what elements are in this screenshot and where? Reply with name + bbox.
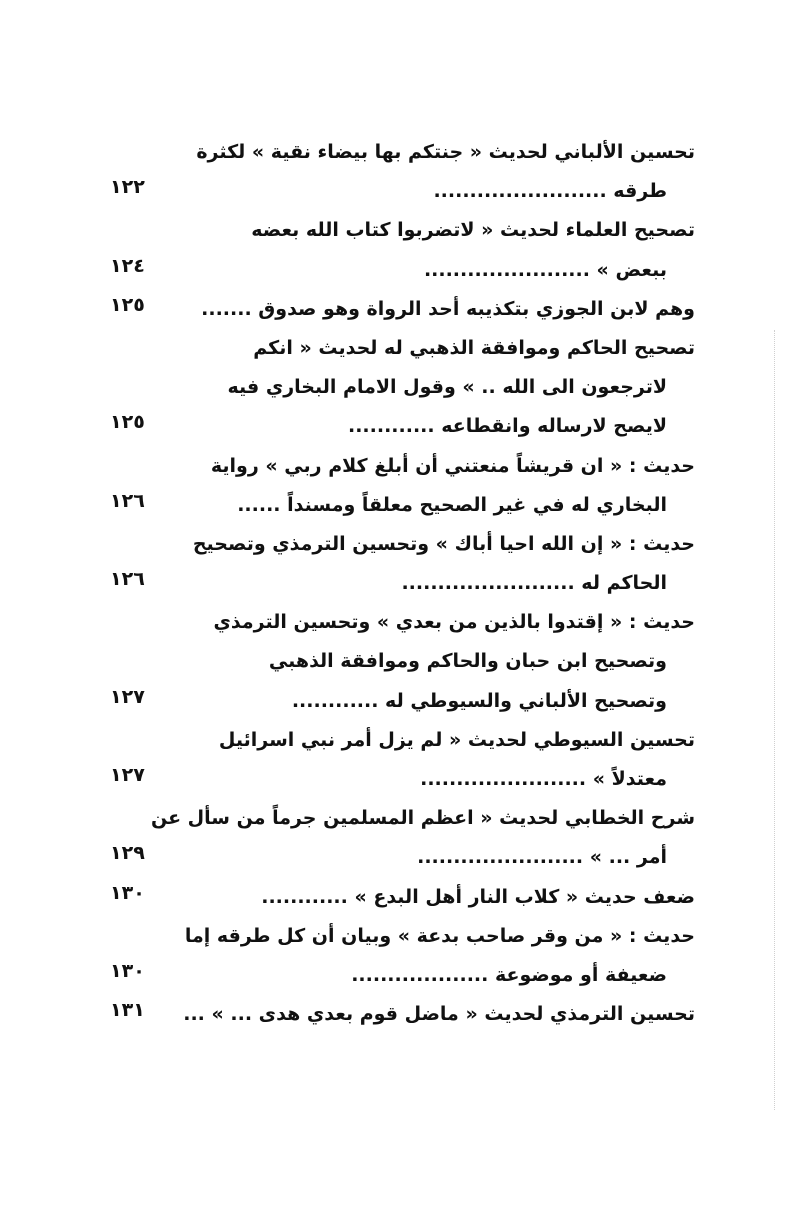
toc-line	[110, 485, 695, 524]
toc-page-number: ١٢٤	[110, 254, 145, 277]
toc-entry-text: وتصحيح ابن حبان والحاكم وموافقة الذهبي	[268, 650, 667, 673]
toc-entry-text: البخاري له في غير الصحيح معلقاً ومسنداً ......	[237, 493, 667, 516]
toc-line	[110, 720, 695, 759]
toc-entry-text: تحسين السيوطي لحديث « لم يزل أمر نبي اسرائيل	[218, 728, 695, 751]
toc-line	[110, 602, 695, 641]
toc-entry-text: معتدلاً » .......................	[420, 768, 667, 790]
toc-line	[110, 994, 695, 1033]
toc-line	[110, 524, 695, 563]
toc-page-number: ١٢٥	[110, 411, 145, 434]
toc-line	[110, 681, 695, 720]
toc-entry-text: ضعيفة أو موضوعة ...................	[351, 963, 667, 986]
toc-page-number: ١٢٧	[110, 685, 145, 708]
toc-line	[110, 916, 695, 955]
toc-line	[110, 406, 695, 445]
toc-page-number: ١٢٥	[110, 293, 145, 316]
toc-entry-text: حديث : « ان قريشاً منعتني أن أبلغ كلام ربي » رواية	[210, 454, 695, 477]
toc-line	[110, 367, 695, 406]
table-of-contents	[110, 132, 695, 1033]
toc-line	[110, 759, 695, 798]
toc-entry-text: أمر ... » .......................	[417, 846, 667, 869]
toc-line	[110, 798, 695, 837]
toc-page-number: ١٢٢	[110, 176, 145, 199]
toc-page-number: ١٢٦	[110, 489, 145, 512]
toc-entry-text: حديث : « من وقر صاحب بدعة » وبيان أن كل طرقه إما	[184, 924, 695, 947]
toc-entry-text: تحسين الترمذي لحديث « ماضل قوم بعدي هدى ... » ...	[183, 1003, 695, 1026]
toc-line	[110, 837, 695, 876]
toc-entry-text: ببعض » .......................	[423, 258, 667, 281]
toc-page-number: ١٣٠	[110, 881, 145, 904]
toc-entry-text: ضعف حديث « كلاب النار أهل البدع » ............	[261, 885, 695, 908]
toc-line	[110, 328, 695, 367]
toc-line	[110, 641, 695, 680]
toc-entry-text: تحسين الألباني لحديث « جنتكم بها بيضاء نقية » لكثرة	[196, 141, 695, 163]
toc-line	[110, 210, 695, 249]
toc-line	[110, 955, 695, 994]
toc-entry-text: وهم لابن الجوزي بتكذيبه أحد الرواة وهو صدوق .......	[201, 297, 695, 320]
toc-line	[110, 289, 695, 328]
toc-line	[110, 250, 695, 289]
toc-line	[110, 563, 695, 602]
toc-page-number: ١٢٩	[110, 842, 145, 865]
toc-page-number: ١٢٧	[110, 764, 145, 786]
toc-line	[110, 446, 695, 485]
toc-page-number: ١٣٠	[110, 959, 145, 982]
margin-dotted-line	[773, 330, 775, 1110]
toc-entry-text: حديث : « إن الله احيا أباك » وتحسين الترمذي وتصحيح	[192, 532, 695, 555]
toc-entry-text: شرح الخطابي لحديث « اعظم المسلمين جرماً من سأل عن	[150, 807, 695, 830]
toc-entry-text: لايصح لارساله وانقطاعه ............	[348, 415, 667, 438]
toc-line	[110, 132, 695, 171]
toc-entry-text: وتصحيح الألباني والسيوطي له ............	[291, 689, 667, 712]
toc-entry-text: حديث : « إقتدوا بالذين من بعدي » وتحسين الترمذي	[213, 611, 695, 634]
toc-line	[110, 171, 695, 210]
toc-entry-text: تصحيح الحاكم وموافقة الذهبي له لحديث « انكم	[253, 336, 695, 359]
toc-entry-text: لاترجعون الى الله .. » وقول الامام البخاري فيه	[227, 376, 667, 399]
toc-entry-text: طرقه ........................	[433, 180, 667, 203]
toc-page-number: ١٢٦	[110, 568, 145, 591]
toc-line	[110, 877, 695, 916]
toc-page-number: ١٣١	[110, 999, 145, 1022]
toc-entry-text: الحاكم له ........................	[401, 572, 667, 595]
toc-entry-text: تصحيح العلماء لحديث « لاتضربوا كتاب الله بعضه	[251, 219, 695, 242]
